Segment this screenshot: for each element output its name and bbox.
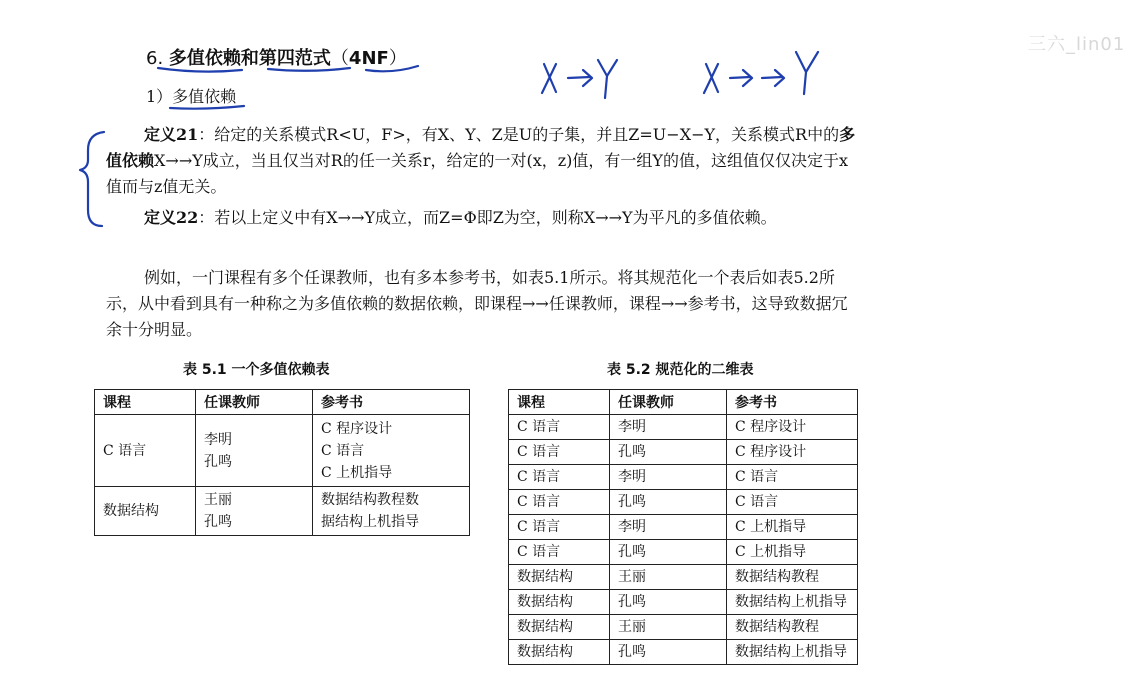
definition-21: [106, 122, 861, 200]
table-cell-book: C 程序设计: [727, 440, 858, 465]
table-row: [509, 590, 858, 615]
table-row: [509, 640, 858, 665]
teacher-line: 李明: [204, 431, 232, 448]
table-cell-teacher: 孔鸣: [610, 590, 727, 615]
table-cell-course: 数据结构: [509, 615, 610, 640]
table-cell-book: 数据结构教程: [727, 565, 858, 590]
table-cell-teacher: 王丽: [610, 565, 727, 590]
table-cell-book: 数据结构上机指导: [727, 590, 858, 615]
book-line: C 上机指导: [321, 464, 393, 481]
table-row: [509, 565, 858, 590]
teacher-line: 王丽: [204, 492, 232, 508]
table-cell-course: C 语言: [509, 515, 610, 540]
table-cell-course: 数据结构: [509, 590, 610, 615]
table-header-cell: 课程: [95, 390, 196, 415]
table-row: [509, 440, 858, 465]
table-cell-course: 数据结构: [509, 640, 610, 665]
table-cell-teacher: 孔鸣: [610, 440, 727, 465]
table-cell-teachers: [196, 415, 313, 487]
table-cell-course: 数据结构: [95, 487, 196, 536]
table-cell-teacher: 王丽: [610, 615, 727, 640]
definition-21-label: 定义21: [144, 125, 199, 144]
table-2-caption: 表 5.2 规范化的二维表: [607, 362, 754, 378]
book-line: 数据结构教程数: [321, 492, 419, 508]
definition-21-text-a: ：给定的关系模式R<U，F>，有X、Y、Z是U的子集，并且Z=U−X−Y，关系模式R中的: [198, 125, 840, 144]
table-cell-course: 数据结构: [509, 565, 610, 590]
table-1-caption: 表 5.1 一个多值依赖表: [183, 362, 330, 378]
table-row: [509, 490, 858, 515]
table-cell-book: C 语言: [727, 465, 858, 490]
table-row: [95, 487, 470, 536]
table-row: [509, 515, 858, 540]
table-cell-teacher: 孔鸣: [610, 540, 727, 565]
definition-22: [106, 205, 861, 231]
table-cell-book: 数据结构上机指导: [727, 640, 858, 665]
section-title: [146, 44, 407, 70]
table-header-row: [95, 390, 470, 415]
table-cell-course: C 语言: [509, 440, 610, 465]
table-cell-course: C 语言: [509, 465, 610, 490]
table-header-cell: 任课教师: [196, 390, 313, 415]
definition-22-label: 定义22: [144, 208, 199, 227]
definition-22-text: ：若以上定义中有X→→Y成立，而Z=Φ即Z为空，则称X→→Y为平凡的多值依赖。: [198, 208, 777, 227]
section-title-part-d: 4NF: [348, 48, 389, 69]
table-header-cell: 参考书: [727, 390, 858, 415]
book-line: 据结构上机指导: [321, 514, 419, 530]
table-cell-teacher: 李明: [610, 515, 727, 540]
teacher-line: 孔鸣: [204, 514, 232, 530]
table-header-cell: 课程: [509, 390, 610, 415]
table-cell-teacher: 孔鸣: [610, 490, 727, 515]
table-cell-course: C 语言: [509, 415, 610, 440]
section-number: 6.: [146, 48, 164, 69]
definition-21-text-b: X→→Y成立，当且仅当对R的任一关系r，给定的一对(x，z)值，有一组Y的值，这组值仅仅决定于x值而与z值无关。: [106, 151, 849, 196]
table-row: [509, 415, 858, 440]
section-title-part-e: ）: [388, 48, 407, 69]
section-title-part-b: 第四范式: [258, 48, 331, 69]
table-cell-book: C 上机指导: [727, 540, 858, 565]
table-5-1: [94, 389, 470, 536]
subsection-title: 1）多值依赖: [146, 87, 237, 106]
definition-21-bold: 多值依赖: [106, 125, 856, 170]
handwritten-x-double-arrow-y: [704, 52, 818, 94]
teacher-line: 孔鸣: [204, 453, 232, 470]
table-row: [509, 465, 858, 490]
table-cell-teacher: 孔鸣: [610, 640, 727, 665]
curly-brace: [80, 132, 104, 226]
section-title-part-a: 多值依赖和: [168, 48, 259, 69]
example-paragraph: 例如，一门课程有多个任课教师，也有多本参考书，如表5.1所示。将其规范化一个表后如表5.2所示，从中看到具有一种称之为多值依赖的数据依赖，即课程→→任课教师，课程→→参考书，这导致数据冗余十分明显。: [106, 268, 848, 339]
table-cell-book: C 语言: [727, 490, 858, 515]
table-cell-course: C 语言: [95, 415, 196, 487]
table-cell-teachers: [196, 487, 313, 536]
book-line: C 程序设计: [321, 420, 393, 437]
table-5-2: [508, 389, 858, 665]
table-header-row: [509, 390, 858, 415]
table-row: [509, 540, 858, 565]
handwritten-x-y-arrow: [542, 60, 617, 98]
table-cell-course: C 语言: [509, 490, 610, 515]
table-cell-teacher: 李明: [610, 415, 727, 440]
watermark: 三六_lin01: [1028, 34, 1126, 55]
table-row: [509, 615, 858, 640]
table-cell-book: 数据结构教程: [727, 615, 858, 640]
table-cell-book: C 程序设计: [727, 415, 858, 440]
book-line: C 语言: [321, 442, 365, 459]
table-row: [95, 415, 470, 487]
section-title-part-c: （: [330, 48, 349, 69]
table-cell-teacher: 李明: [610, 465, 727, 490]
table-cell-books: [313, 415, 470, 487]
table-header-cell: 任课教师: [610, 390, 727, 415]
table-header-cell: 参考书: [313, 390, 470, 415]
table-cell-book: C 上机指导: [727, 515, 858, 540]
table-cell-books: [313, 487, 470, 536]
table-cell-course: C 语言: [509, 540, 610, 565]
